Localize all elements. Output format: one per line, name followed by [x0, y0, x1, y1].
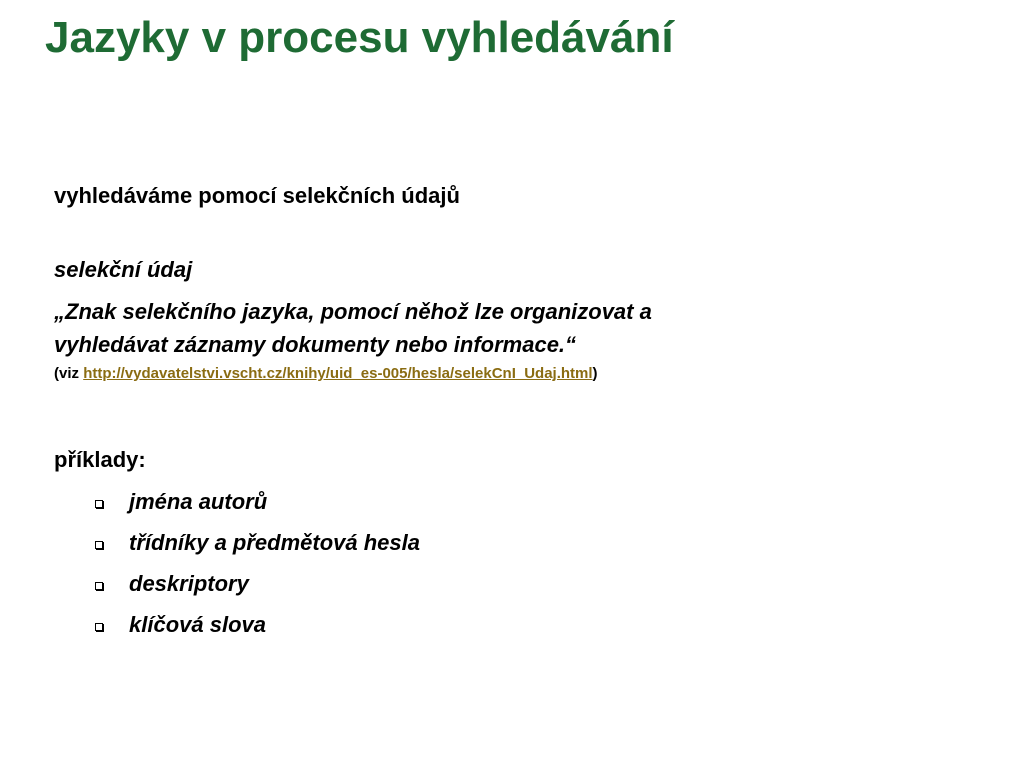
- examples-heading: příklady:: [54, 447, 146, 472]
- term-label: selekční údaj: [54, 257, 193, 282]
- definition-line-1: „Znak selekčního jazyka, pomocí něhož lze organizovat a: [54, 299, 652, 324]
- square-bullet-icon: [95, 582, 103, 590]
- list-item-label: třídníky a předmětová hesla: [129, 530, 420, 555]
- list-item-label: klíčová slova: [129, 612, 266, 637]
- list-item: [54, 481, 994, 522]
- slide-title: Jazyky v procesu vyhledávání: [45, 13, 674, 62]
- list-item: [54, 522, 994, 563]
- square-bullet-icon: [95, 623, 103, 631]
- definition-text: [54, 295, 994, 361]
- list-item-label: deskriptory: [129, 571, 249, 596]
- list-item: [54, 604, 994, 645]
- definition-line-2: vyhledávat záznamy dokumenty nebo informace.“: [54, 332, 577, 357]
- square-bullet-icon: [95, 500, 103, 508]
- reference-suffix: ): [592, 365, 598, 382]
- intro-text: vyhledáváme pomocí selekčních údajů: [54, 183, 460, 208]
- slide-content: [54, 176, 994, 645]
- reference-link[interactable]: http://vydavatelstvi.vscht.cz/knihy/uid_es-005/hesla/selekCnI_Udaj.html: [83, 365, 593, 382]
- list-item-label: jména autorů: [129, 489, 268, 514]
- reference: [54, 363, 994, 385]
- examples-list: [54, 481, 994, 645]
- list-item: [54, 563, 994, 604]
- reference-prefix: (viz: [54, 365, 84, 382]
- square-bullet-icon: [95, 541, 103, 549]
